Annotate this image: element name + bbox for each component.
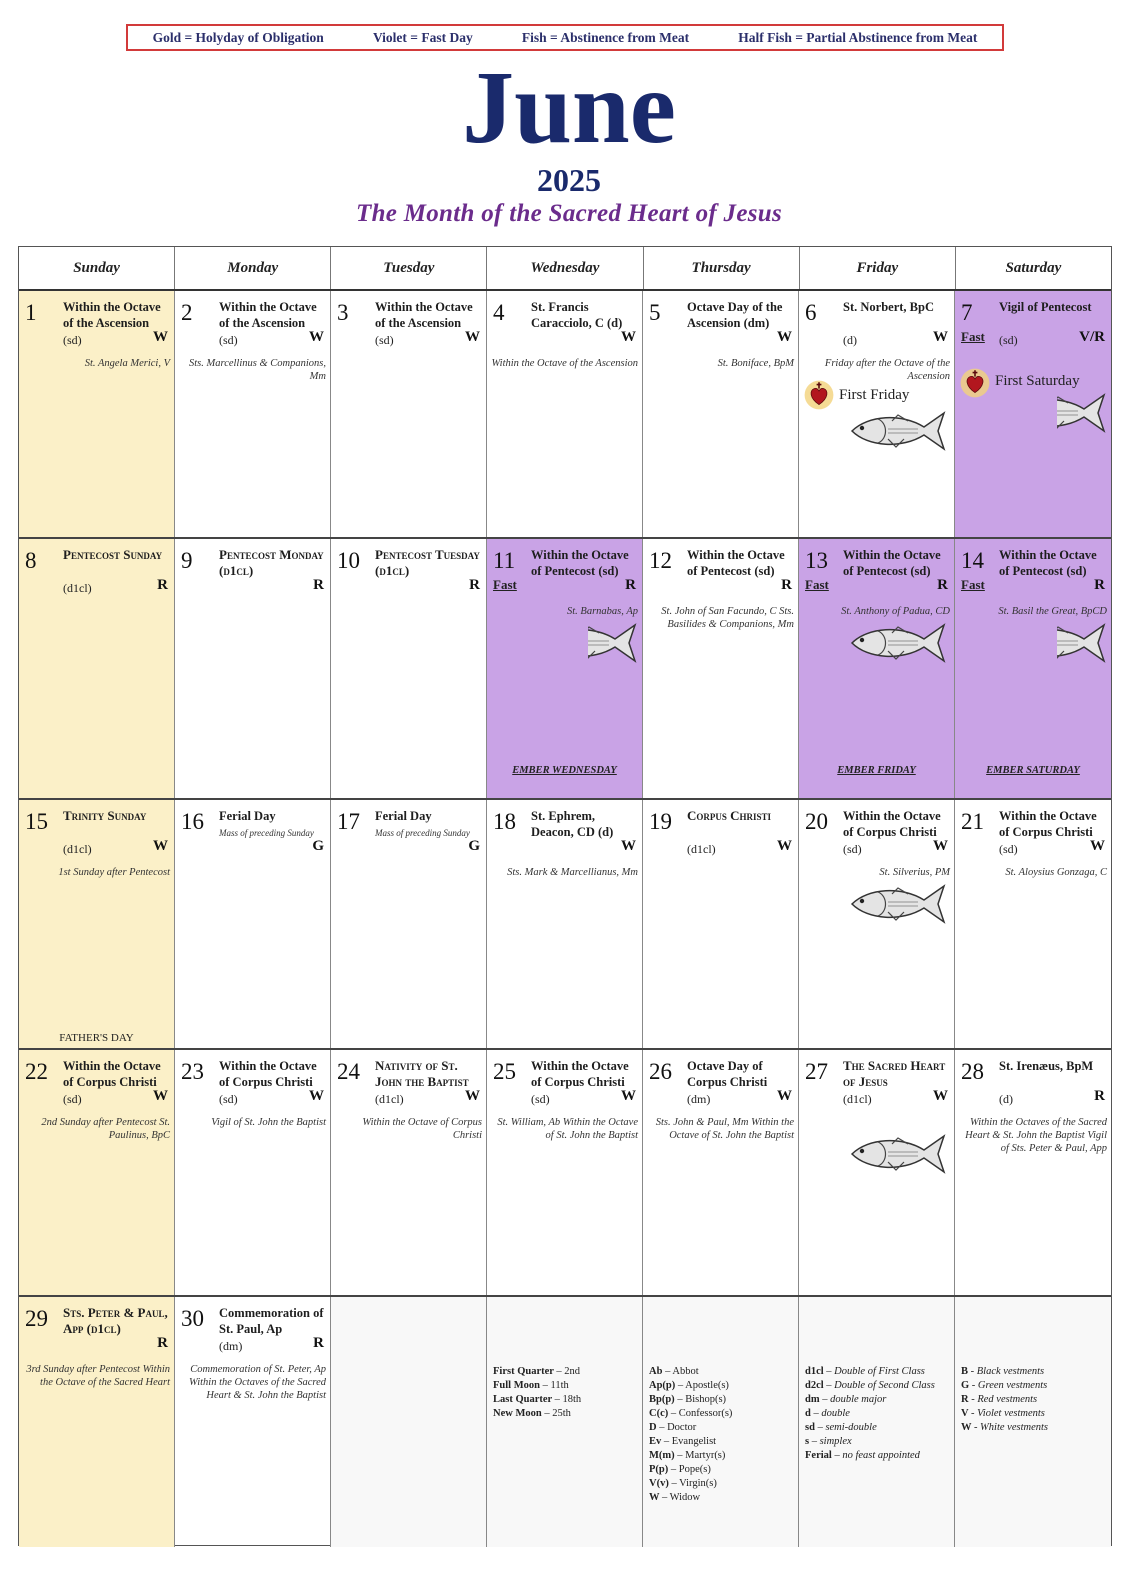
vestment-color: W bbox=[309, 329, 324, 345]
commemoration: 2nd Sunday after Pentecost St. Paulinus, BpC bbox=[41, 1117, 170, 1141]
day-cell-21[interactable] bbox=[955, 800, 1111, 1048]
day-number: 10 bbox=[337, 548, 360, 573]
fish-icon bbox=[848, 619, 948, 670]
commemoration: Commemoration of St. Peter, Ap Within the Octaves of the Sacred Heart & St. John the Baptist bbox=[189, 1364, 326, 1401]
commemoration: Within the Octave of Corpus Christi bbox=[362, 1117, 482, 1141]
rank-key-line bbox=[805, 1435, 950, 1449]
feast-title: Ferial Day bbox=[219, 809, 276, 823]
ember-day-label: EMBER SATURDAY bbox=[986, 765, 1080, 776]
commemoration: St. Boniface, BpM bbox=[717, 358, 794, 369]
abbreviation-key-meaning: – Widow bbox=[661, 1492, 701, 1503]
vestment-color: R bbox=[1094, 577, 1105, 593]
ember-day-label: EMBER WEDNESDAY bbox=[512, 765, 617, 776]
abbreviation-key-meaning: – Martyr(s) bbox=[677, 1450, 726, 1461]
commemoration: St. Aloysius Gonzaga, C bbox=[1005, 867, 1107, 878]
feast-title: The Sacred Heart of Jesus bbox=[843, 1058, 946, 1089]
day-cell-23[interactable] bbox=[175, 1050, 331, 1295]
day-cell-19[interactable] bbox=[643, 800, 799, 1048]
day-number: 16 bbox=[181, 809, 204, 834]
vestment-color: W bbox=[777, 1088, 792, 1104]
day-number: 23 bbox=[181, 1059, 204, 1084]
calendar-grid bbox=[18, 246, 1112, 1546]
fathers-day-label: FATHER'S DAY bbox=[59, 1032, 134, 1044]
abbreviation-key-term: D bbox=[649, 1422, 660, 1433]
day-number: 20 bbox=[805, 809, 828, 834]
abbreviation-key-meaning: – Virgin(s) bbox=[671, 1478, 717, 1489]
vestment-color: W bbox=[465, 329, 480, 345]
abbreviation-key-line bbox=[649, 1421, 794, 1435]
commemoration: St. William, Ab Within the Octave of St. John the Baptist bbox=[497, 1117, 638, 1141]
vestment-color: R bbox=[625, 577, 636, 593]
day-number: 18 bbox=[493, 809, 516, 834]
vestment-color: R bbox=[1094, 1088, 1105, 1104]
vestment-color: W bbox=[933, 329, 948, 345]
commemoration: Sts. John & Paul, Mm Within the Octave of St. John the Baptist bbox=[655, 1117, 794, 1141]
vestment-color: R bbox=[157, 577, 168, 593]
moon-phase-key-line bbox=[493, 1365, 638, 1379]
feast-rank: (d) bbox=[999, 1092, 1013, 1106]
commemoration: St. Barnabas, Ap bbox=[567, 606, 638, 617]
day-number: 11 bbox=[493, 548, 516, 573]
day-cell-20[interactable] bbox=[799, 800, 955, 1048]
day-cell-18[interactable] bbox=[487, 800, 643, 1048]
commemoration: Within the Octaves of the Sacred Heart & St. John the Baptist Vigil of Sts. Peter & Paul, App bbox=[965, 1117, 1107, 1154]
day-number: 4 bbox=[493, 300, 505, 325]
day-number: 15 bbox=[25, 809, 48, 834]
day-number: 27 bbox=[805, 1059, 828, 1084]
feast-title: Vigil of Pentecost bbox=[999, 300, 1092, 314]
vestment-color: V/R bbox=[1079, 329, 1105, 345]
day-number: 24 bbox=[337, 1059, 360, 1084]
day-cell-25[interactable] bbox=[487, 1050, 643, 1295]
feast-rank: (sd) bbox=[63, 333, 82, 347]
rank-key-term: sd bbox=[805, 1422, 818, 1433]
feast-title: Within the Octave of the Ascension bbox=[219, 300, 317, 330]
moon-phase-key-term: Full Moon bbox=[493, 1380, 543, 1391]
feast-rank: (d) bbox=[843, 333, 857, 347]
day-number: 29 bbox=[25, 1306, 48, 1331]
vestment-color: W bbox=[153, 1088, 168, 1104]
vestment-key-term: R bbox=[961, 1394, 972, 1405]
abbreviation-key-line bbox=[649, 1407, 794, 1421]
day-cell-7[interactable] bbox=[955, 291, 1111, 537]
feast-title: Within the Octave of Pentecost (sd) bbox=[687, 548, 785, 578]
weekday-monday: Monday bbox=[175, 247, 331, 289]
feast-rank: (sd) bbox=[219, 333, 238, 347]
day-cell-24[interactable] bbox=[331, 1050, 487, 1295]
vestment-color: W bbox=[153, 329, 168, 345]
vestment-key-meaning: - White vestments bbox=[973, 1422, 1048, 1433]
feast-rank: (sd) bbox=[843, 842, 862, 856]
day-cell-11[interactable] bbox=[487, 539, 643, 798]
weekday-tuesday: Tuesday bbox=[331, 247, 487, 289]
vestment-key-term: V bbox=[961, 1408, 972, 1419]
moon-phase-key-meaning: – 11th bbox=[542, 1380, 569, 1391]
day-number: 26 bbox=[649, 1059, 672, 1084]
vestment-color: W bbox=[309, 1088, 324, 1104]
vestment-color: G bbox=[312, 838, 324, 854]
abbreviation-key-term: P(p) bbox=[649, 1464, 671, 1475]
abbreviation-key-term: Ap(p) bbox=[649, 1380, 678, 1391]
weekday-sunday: Sunday bbox=[19, 247, 175, 289]
feast-title: Ferial Day bbox=[375, 809, 432, 823]
rank-key-term: Ferial bbox=[805, 1450, 835, 1461]
abbreviation-key-line bbox=[649, 1379, 794, 1393]
feast-title: St. Francis Caracciolo, C (d) bbox=[531, 300, 623, 330]
feast-title: Pentecost Sunday bbox=[63, 547, 163, 562]
vestment-key-line bbox=[961, 1379, 1107, 1393]
weekday-saturday: Saturday bbox=[1005, 259, 1062, 276]
vestment-key-term: B bbox=[961, 1366, 971, 1377]
vestment-key bbox=[961, 1365, 1107, 1435]
rank-key-meaning: – no feast appointed bbox=[834, 1450, 920, 1461]
day-cell-22[interactable] bbox=[19, 1050, 175, 1295]
day-cell-29[interactable] bbox=[19, 1297, 175, 1547]
moon-phase-key-line bbox=[493, 1379, 638, 1393]
feast-title: St. Ephrem, Deacon, CD (d) bbox=[531, 809, 614, 839]
vestment-color: R bbox=[157, 1335, 168, 1351]
abbreviation-key-meaning: – Apostle(s) bbox=[677, 1380, 729, 1391]
sacred-heart-icon bbox=[803, 379, 833, 409]
rank-key-meaning: – Double of First Class bbox=[826, 1366, 925, 1377]
feast-rank: (sd) bbox=[63, 1092, 82, 1106]
day-cell-28[interactable] bbox=[955, 1050, 1111, 1295]
feast-title: Trinity Sunday bbox=[63, 808, 147, 823]
day-cell-12[interactable] bbox=[643, 539, 799, 798]
rank-key-term: d1cl bbox=[805, 1366, 827, 1377]
day-cell-6[interactable] bbox=[799, 291, 955, 537]
commemoration: Friday after the Octave of the Ascension bbox=[824, 358, 950, 382]
feast-rank: (dm) bbox=[219, 1339, 243, 1353]
abbreviation-key-term: Bp(p) bbox=[649, 1394, 678, 1405]
vestment-color: W bbox=[465, 1088, 480, 1104]
fast-label: Fast bbox=[961, 577, 985, 592]
day-number: 28 bbox=[961, 1059, 984, 1084]
feast-title: Within the Octave of Corpus Christi bbox=[219, 1059, 317, 1089]
day-cell-14[interactable] bbox=[955, 539, 1111, 798]
legend-half-fish: Half Fish = Partial Abstinence from Meat bbox=[738, 29, 978, 45]
commemoration: Vigil of St. John the Baptist bbox=[211, 1117, 326, 1128]
first-devotion-label: First Friday bbox=[839, 387, 910, 403]
vestment-color: R bbox=[781, 577, 792, 593]
fish-icon bbox=[848, 407, 948, 458]
commemoration: 3rd Sunday after Pentecost Within the Octave of the Sacred Heart bbox=[26, 1364, 170, 1388]
legend-gold: Gold = Holyday of Obligation bbox=[152, 29, 324, 45]
day-cell-3[interactable] bbox=[331, 291, 487, 537]
rank-key-line bbox=[805, 1421, 950, 1435]
feast-title: Nativity of St. John the Baptist bbox=[375, 1058, 469, 1089]
commemoration: 1st Sunday after Pentecost bbox=[58, 867, 170, 878]
feast-title: Within the Octave of Corpus Christi bbox=[531, 1059, 629, 1089]
commemoration: Within the Octave of the Ascension bbox=[491, 358, 638, 369]
vestment-key-line bbox=[961, 1407, 1107, 1421]
vestment-color: W bbox=[621, 838, 636, 854]
rank-key-line bbox=[805, 1449, 950, 1463]
month-subtitle: The Month of the Sacred Heart of Jesus bbox=[356, 200, 782, 227]
empty-day-cell bbox=[955, 1297, 1111, 1547]
feast-title: Within the Octave of Pentecost (sd) bbox=[531, 548, 629, 578]
vestment-color: W bbox=[777, 329, 792, 345]
rank-key bbox=[805, 1365, 950, 1463]
moon-phase-key-meaning: – 18th bbox=[554, 1394, 582, 1405]
week-row bbox=[19, 1297, 1111, 1547]
feast-rank: (d1cl) bbox=[375, 1092, 404, 1106]
feast-title: Sts. Peter & Paul, App (d1cl) bbox=[63, 1305, 168, 1336]
day-cell-26[interactable] bbox=[643, 1050, 799, 1295]
abbreviation-key-meaning: – Abbot bbox=[665, 1366, 699, 1377]
feast-title: Octave Day of Corpus Christi bbox=[687, 1059, 768, 1089]
empty-day-cell bbox=[643, 1297, 799, 1547]
vestment-color: W bbox=[933, 1088, 948, 1104]
feast-title: Corpus Christi bbox=[687, 808, 772, 823]
moon-phase-key-term: First Quarter bbox=[493, 1366, 557, 1377]
moon-phase-key-term: Last Quarter bbox=[493, 1394, 555, 1405]
day-number: 5 bbox=[649, 300, 661, 325]
fast-label: Fast bbox=[805, 577, 829, 592]
commemoration: St. Silverius, PM bbox=[879, 867, 950, 878]
day-cell-27[interactable] bbox=[799, 1050, 955, 1295]
rank-key-line bbox=[805, 1407, 950, 1421]
fish-icon bbox=[848, 1130, 948, 1181]
sacred-heart-icon bbox=[959, 367, 989, 397]
moon-phase-key-line bbox=[493, 1407, 638, 1421]
abbreviation-key-line bbox=[649, 1435, 794, 1449]
day-cell-30[interactable] bbox=[175, 1297, 331, 1547]
vestment-color: W bbox=[1090, 838, 1105, 854]
vestment-color: R bbox=[313, 1335, 324, 1351]
abbreviation-key-meaning: – Evangelist bbox=[663, 1436, 717, 1447]
moon-phase-key-term: New Moon bbox=[493, 1408, 545, 1419]
rank-key-meaning: – Double of Second Class bbox=[826, 1380, 935, 1391]
day-number: 7 bbox=[961, 300, 973, 325]
moon-phase-key bbox=[493, 1365, 638, 1421]
feast-title: Within the Octave of Pentecost (sd) bbox=[999, 548, 1097, 578]
feast-rank: (d1cl) bbox=[687, 842, 716, 856]
commemoration: St. Angela Merici, V bbox=[84, 358, 170, 369]
day-number: 25 bbox=[493, 1059, 516, 1084]
commemoration: Sts. Marcellinus & Companions, Mm bbox=[189, 358, 326, 382]
week-row bbox=[19, 1050, 1111, 1297]
moon-phase-key-meaning: – 2nd bbox=[556, 1366, 580, 1377]
vestment-color: R bbox=[313, 577, 324, 593]
day-number: 21 bbox=[961, 809, 984, 834]
empty-day-cell bbox=[487, 1297, 643, 1547]
feast-rank: (dm) bbox=[687, 1092, 711, 1106]
year-label: 2025 bbox=[537, 162, 601, 198]
vestment-key-line bbox=[961, 1393, 1107, 1407]
rank-key-term: d2cl bbox=[805, 1380, 827, 1391]
commemoration: St. Basil the Great, BpCD bbox=[998, 606, 1107, 617]
week-row bbox=[19, 539, 1111, 800]
abbreviation-key-line bbox=[649, 1365, 794, 1379]
abbreviation-key-term: C(c) bbox=[649, 1408, 671, 1419]
day-cell-15[interactable] bbox=[19, 800, 175, 1048]
vestment-key-meaning: - Violet vestments bbox=[971, 1408, 1045, 1419]
empty-day-cell bbox=[331, 1297, 487, 1547]
legend-violet: Violet = Fast Day bbox=[372, 29, 473, 45]
day-cell-10[interactable] bbox=[331, 539, 487, 798]
fish-icon bbox=[848, 880, 948, 931]
rank-key-term: s bbox=[805, 1436, 812, 1447]
vestment-color: W bbox=[621, 1088, 636, 1104]
feast-title: Within the Octave of Corpus Christi bbox=[999, 809, 1097, 839]
rank-key-meaning: – double bbox=[813, 1408, 850, 1419]
feast-rank: (sd) bbox=[531, 1092, 550, 1106]
rank-key-line bbox=[805, 1365, 950, 1379]
vestment-color: G bbox=[468, 838, 480, 854]
abbreviation-key bbox=[649, 1365, 794, 1505]
abbreviation-key-line bbox=[649, 1491, 794, 1505]
rank-key-term: d bbox=[805, 1408, 814, 1419]
weekday-thursday: Thursday bbox=[644, 247, 800, 289]
rank-key-line bbox=[805, 1379, 950, 1393]
vestment-key-meaning: - Black vestments bbox=[970, 1366, 1045, 1377]
feast-rank: (d1cl) bbox=[63, 842, 92, 856]
abbreviation-key-line bbox=[649, 1463, 794, 1477]
day-cell-13[interactable] bbox=[799, 539, 955, 798]
vestment-key-line bbox=[961, 1365, 1107, 1379]
commemoration: St. John of San Facundo, C Sts. Basilides & Companions, Mm bbox=[661, 606, 794, 630]
day-cell-8[interactable] bbox=[19, 539, 175, 798]
day-cell-17[interactable] bbox=[331, 800, 487, 1048]
feast-title: Octave Day of the Ascension (dm) bbox=[687, 300, 783, 330]
vestment-key-term: W bbox=[961, 1422, 974, 1433]
day-number: 13 bbox=[805, 548, 828, 573]
mass-note: Mass of preceding Sunday bbox=[375, 828, 470, 838]
vestment-color: R bbox=[937, 577, 948, 593]
feast-rank: (sd) bbox=[999, 842, 1018, 856]
abbreviation-key-line bbox=[649, 1449, 794, 1463]
feast-title: Within the Octave of Corpus Christi bbox=[843, 809, 941, 839]
day-number: 3 bbox=[337, 300, 349, 325]
day-number: 12 bbox=[649, 548, 672, 573]
feast-title: Within the Octave of the Ascension bbox=[375, 300, 473, 330]
day-cell-1[interactable] bbox=[19, 291, 175, 537]
weekday-friday: Friday bbox=[800, 247, 956, 289]
fast-label: Fast bbox=[961, 329, 985, 344]
feast-rank: (sd) bbox=[999, 333, 1018, 347]
ember-day-label: EMBER FRIDAY bbox=[837, 765, 916, 776]
feast-title: Within the Octave of Corpus Christi bbox=[63, 1059, 161, 1089]
commemoration: St. Anthony of Padua, CD bbox=[841, 606, 950, 617]
day-number: 1 bbox=[25, 300, 37, 325]
vestment-color: R bbox=[469, 577, 480, 593]
weekday-wednesday: Wednesday bbox=[487, 247, 643, 289]
month-title: June bbox=[462, 50, 676, 165]
day-cell-2[interactable] bbox=[175, 291, 331, 537]
legend-fish: Fish = Abstinence from Meat bbox=[521, 29, 690, 45]
vestment-key-term: G bbox=[961, 1380, 972, 1391]
half-fish-icon bbox=[1057, 389, 1109, 440]
abbreviation-key-term: W bbox=[649, 1492, 662, 1503]
week-row bbox=[19, 291, 1111, 539]
moon-phase-key-meaning: – 25th bbox=[544, 1408, 571, 1419]
feast-rank: (sd) bbox=[375, 333, 394, 347]
day-number: 6 bbox=[805, 300, 817, 325]
vestment-color: W bbox=[933, 838, 948, 854]
half-fish-icon bbox=[1057, 619, 1109, 670]
day-cell-9[interactable] bbox=[175, 539, 331, 798]
abbreviation-key-line bbox=[649, 1393, 794, 1407]
mass-note: Mass of preceding Sunday bbox=[219, 828, 314, 838]
day-number: 8 bbox=[25, 548, 37, 573]
abbreviation-key-term: M(m) bbox=[649, 1450, 678, 1461]
rank-key-term: dm bbox=[805, 1394, 823, 1405]
vestment-key-meaning: - Green vestments bbox=[971, 1380, 1048, 1391]
feast-title: St. Norbert, BpC bbox=[843, 300, 934, 314]
rank-key-meaning: – double major bbox=[822, 1394, 887, 1405]
day-cell-4[interactable] bbox=[487, 291, 643, 537]
vestment-key-meaning: - Red vestments bbox=[971, 1394, 1038, 1405]
abbreviation-key-term: Ev bbox=[649, 1436, 664, 1447]
half-fish-icon bbox=[588, 619, 640, 670]
feast-title: Within the Octave of the Ascension bbox=[63, 300, 161, 330]
vestment-key-line bbox=[961, 1421, 1107, 1435]
rank-key-meaning: – semi-double bbox=[817, 1422, 877, 1433]
commemoration: Sts. Mark & Marcellianus, Mm bbox=[507, 867, 638, 878]
abbreviation-key-meaning: – Doctor bbox=[659, 1422, 697, 1433]
abbreviation-key-line bbox=[649, 1477, 794, 1491]
day-number: 2 bbox=[181, 300, 193, 325]
weekday-header-row bbox=[19, 247, 1111, 291]
abbreviation-key-meaning: – Bishop(s) bbox=[677, 1394, 727, 1405]
feast-title: Pentecost Tuesday (d1cl) bbox=[375, 547, 480, 578]
abbreviation-key-term: Ab bbox=[649, 1366, 666, 1377]
feast-title: Within the Octave of Pentecost (sd) bbox=[843, 548, 941, 578]
day-number: 17 bbox=[337, 809, 360, 834]
day-number: 19 bbox=[649, 809, 672, 834]
rank-key-line bbox=[805, 1393, 950, 1407]
first-devotion-label: First Saturday bbox=[995, 373, 1080, 389]
feast-rank: (d1cl) bbox=[63, 581, 92, 595]
feast-title: St. Irenæus, BpM bbox=[999, 1059, 1094, 1073]
rank-key-meaning: – simplex bbox=[811, 1436, 852, 1447]
vestment-color: W bbox=[621, 329, 636, 345]
day-number: 30 bbox=[181, 1306, 204, 1331]
day-cell-16[interactable] bbox=[175, 800, 331, 1048]
day-cell-5[interactable] bbox=[643, 291, 799, 537]
feast-rank: (sd) bbox=[219, 1092, 238, 1106]
feast-rank: (d1cl) bbox=[843, 1092, 872, 1106]
day-number: 9 bbox=[181, 548, 193, 573]
vestment-color: W bbox=[153, 838, 168, 854]
week-row bbox=[19, 800, 1111, 1050]
abbreviation-key-meaning: – Pope(s) bbox=[670, 1464, 711, 1475]
feast-title: Commemoration of St. Paul, Ap bbox=[219, 1306, 324, 1336]
feast-title: Pentecost Monday (d1cl) bbox=[219, 547, 324, 578]
abbreviation-key-term: V(v) bbox=[649, 1478, 672, 1489]
legend-box bbox=[126, 24, 1004, 51]
moon-phase-key-line bbox=[493, 1393, 638, 1407]
day-number: 14 bbox=[961, 548, 984, 573]
abbreviation-key-meaning: – Confessor(s) bbox=[670, 1408, 733, 1419]
empty-day-cell bbox=[799, 1297, 955, 1547]
vestment-color: W bbox=[777, 838, 792, 854]
fast-label: Fast bbox=[493, 577, 517, 592]
day-number: 22 bbox=[25, 1059, 48, 1084]
